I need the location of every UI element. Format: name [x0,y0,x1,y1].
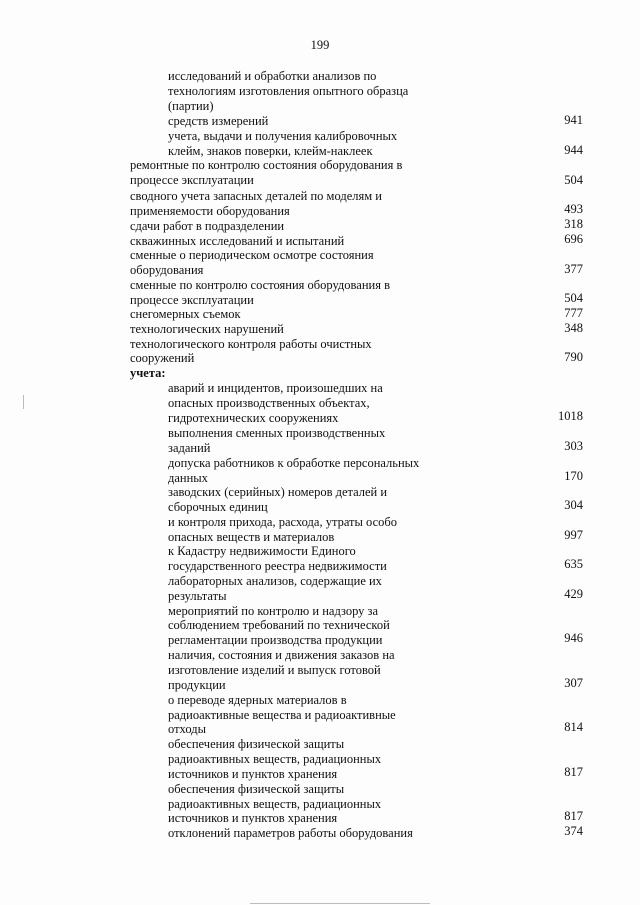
page-number: 199 [310,38,330,52]
text-line: аварий и инцидентов, произошедших на [168,381,383,395]
text-line: и контроля прихода, расхода, утраты особо [168,515,398,529]
text-line: обеспечения физической защиты [168,737,345,751]
page-ref: 635 [564,557,583,571]
page-ref: 946 [564,631,583,645]
page-ref: 944 [564,143,583,157]
text-line: исследований и обработки анализов по [168,69,377,83]
page-ref: 696 [564,232,583,246]
page-ref: 493 [564,202,583,216]
text-line: данных [168,471,208,485]
text-line: государственного реестра недвижимости [168,559,387,573]
text-line: мероприятий по контролю и надзору за [168,604,379,618]
text-line: изготовление изделий и выпуск готовой [168,663,381,677]
text-line: ремонтные по контролю состояния оборудования в [130,158,403,172]
text-line: заданий [168,441,211,455]
text-line: радиоактивных веществ, радиационных [168,752,382,766]
page-ref: 814 [564,720,583,734]
text-line: продукции [168,678,226,692]
scan-mark [250,903,430,904]
text-line: процессе эксплуатации [130,293,254,307]
text-line: сооружений [130,351,195,365]
text-line: скважинных исследований и испытаний [130,234,345,248]
text-line: сдачи работ в подразделении [130,219,285,233]
text-line: снегомерных съемок [130,307,241,321]
page-ref: 377 [564,262,583,276]
text-line: радиоактивные вещества и радиоактивные [168,708,396,722]
text-line: отклонений параметров работы оборудования [168,826,413,840]
text-line: лабораторных анализов, содержащие их [168,574,382,588]
text-line: применяемости оборудования [130,204,290,218]
page-ref: 1018 [558,409,583,423]
text-line: средств измерений [168,114,269,128]
text-line: к Кадастру недвижимости Единого [168,544,356,558]
page-ref: 374 [564,824,583,838]
text-line: гидротехнических сооружениях [168,411,339,425]
section-heading: учета: [130,366,166,380]
page-ref: 348 [564,321,583,335]
text-line: регламентации производства продукции [168,633,383,647]
text-line: допуска работников к обработке персональных [168,456,420,470]
page-ref: 170 [564,469,583,483]
text-line: технологического контроля работы очистных [130,337,372,351]
text-line: оборудования [130,263,204,277]
text-line: опасных веществ и материалов [168,530,335,544]
page-ref: 817 [564,809,583,823]
text-line: опасных производственных объектах, [168,396,370,410]
page-ref: 307 [564,676,583,690]
text-line: сменные по контролю состояния оборудования в [130,278,390,292]
text-line: источников и пунктов хранения [168,767,338,781]
text-line: соблюдением требований по технической [168,618,390,632]
text-line: клейм, знаков поверки, клейм-наклеек [168,144,373,158]
scan-mark [23,395,24,409]
text-line: сменные о периодическом осмотре состояния [130,248,374,262]
text-line: обеспечения физической защиты [168,782,345,796]
page-ref: 429 [564,587,583,601]
page-ref: 304 [564,498,583,512]
text-line: технологиям изготовления опытного образца [168,84,409,98]
text-line: отходы [168,722,206,736]
text-line: сводного учета запасных деталей по моделям и [130,189,382,203]
page-ref: 817 [564,765,583,779]
text-line: результаты [168,589,227,603]
text-line: заводских (серийных) номеров деталей и [168,485,388,499]
page-ref: 303 [564,439,583,453]
page-ref: 504 [564,291,583,305]
text-line: выполнения сменных производственных [168,426,386,440]
text-line: сборочных единиц [168,500,268,514]
text-line: (партии) [168,99,214,113]
page-ref: 318 [564,217,583,231]
text-line: технологических нарушений [130,322,284,336]
page-ref: 941 [564,113,583,127]
page-ref: 790 [564,350,583,364]
text-line: источников и пунктов хранения [168,811,338,825]
text-line: процессе эксплуатации [130,173,254,187]
text-line: наличия, состояния и движения заказов на [168,648,395,662]
page-ref: 777 [564,306,583,320]
text-line: о переводе ядерных материалов в [168,693,347,707]
page-ref: 997 [564,528,583,542]
page-ref: 504 [564,173,583,187]
text-line: радиоактивных веществ, радиационных [168,797,382,811]
text-line: учета, выдачи и получения калибровочных [168,129,398,143]
